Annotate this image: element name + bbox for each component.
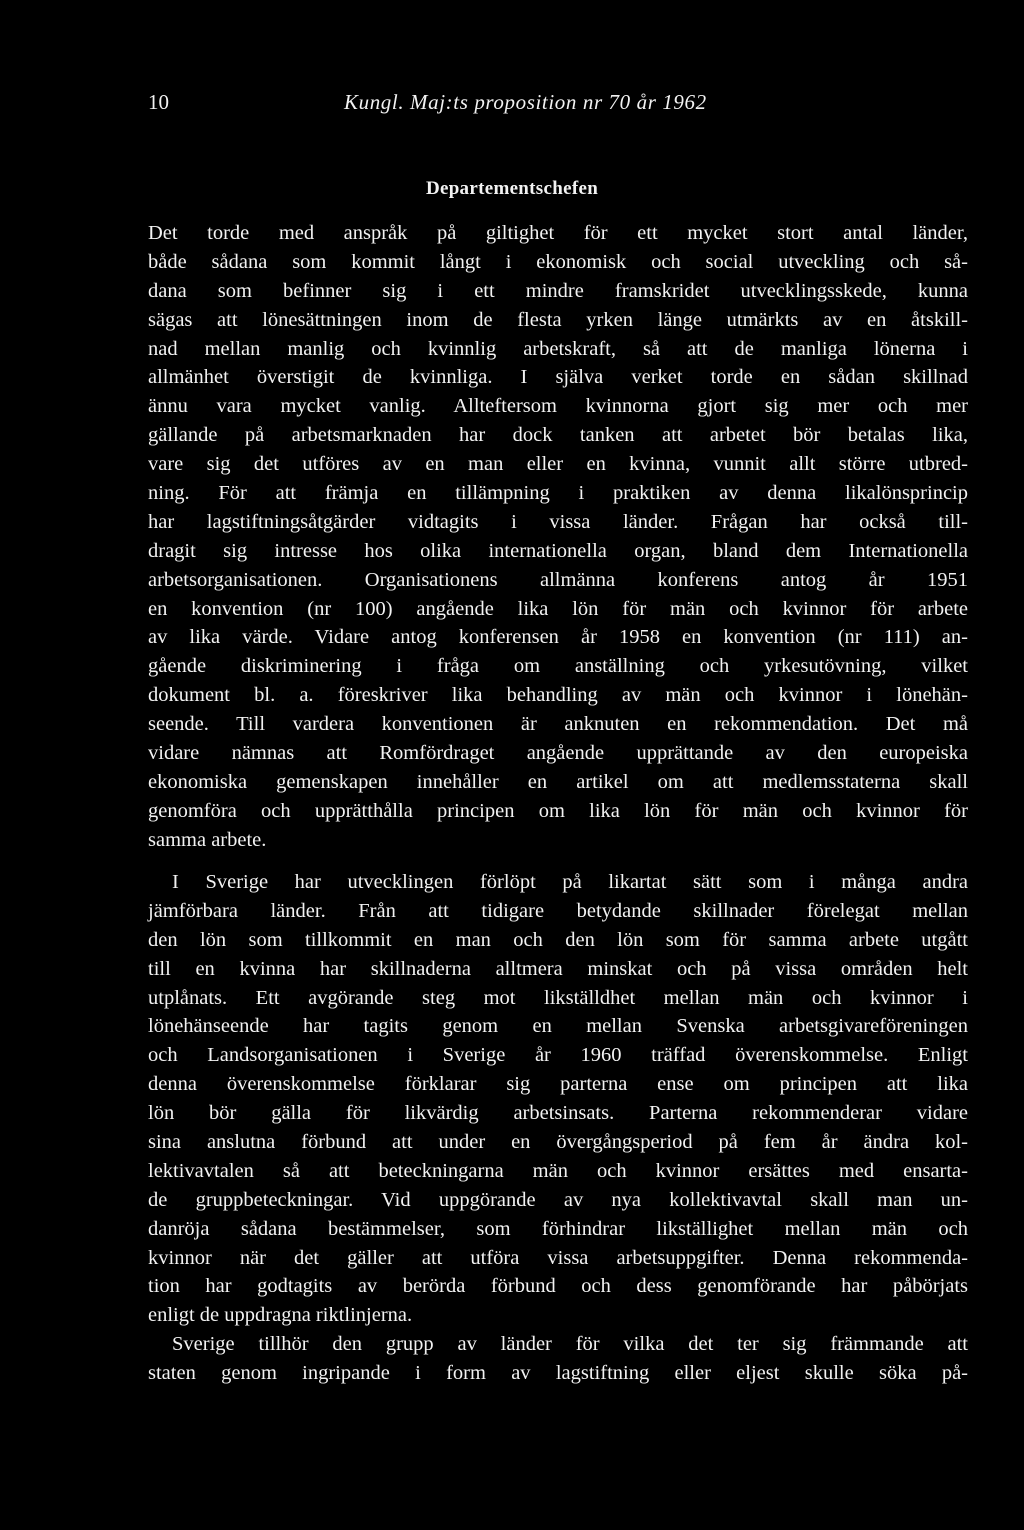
paragraph-line: Sverige tillhör den grupp av länder för vilka det ter sig främmande att (172, 1333, 968, 1355)
paragraph-line: dragit sig intresse hos olika internationella organ, bland dem Internationella (148, 539, 968, 562)
paragraph-line: ning. För att främja en tillämpning i praktiken av denna likalönsprincip (148, 482, 968, 505)
paragraph-line: de gruppbeteckningar. Vid uppgörande av nya kollektivavtal skall man un- (148, 1188, 968, 1211)
paragraph-3 (148, 1330, 968, 1388)
paragraph-line: vidare nämnas att Romfördraget angående upprättande av den europeiska (148, 742, 968, 765)
paragraph-line: dokument bl. a. föreskriver lika behandling av män och kvinnor i lönehän- (148, 684, 968, 707)
paragraph-line: lön bör gälla för likvärdig arbetsinsats. Parterna rekommenderar vidare (148, 1102, 968, 1125)
paragraph-line: enligt de uppdragna riktlinjerna. (148, 1304, 413, 1327)
paragraph-line: gående diskriminering i fråga om anställning och yrkesutövning, vilket (148, 655, 968, 678)
paragraph-line: denna överenskommelse förklarar sig parterna ense om principen att lika (148, 1073, 968, 1096)
section-heading: Departementschefen (425, 178, 599, 199)
paragraph-line: ekonomiska gemenskapen innehåller en artikel om att medlemsstaterna skall (148, 770, 968, 793)
paragraph-1 (148, 219, 968, 855)
paragraph-line: genomföra och upprätthålla principen om lika lön för män och kvinnor för (148, 799, 968, 822)
paragraph-line: ännu vara mycket vanlig. Allteftersom kvinnorna gjort sig mer och mer (148, 395, 968, 418)
running-head (148, 86, 938, 118)
paragraph-line: dana som befinner sig i ett mindre framskridet utvecklingsskede, kunna (148, 279, 968, 302)
paragraph-line: och Landsorganisationen i Sverige år 1960 träffad överenskommelse. Enligt (148, 1044, 968, 1067)
paragraph-line: staten genom ingripande i form av lagstiftning eller eljest skulle söka på- (148, 1361, 968, 1384)
paragraph-line: nad mellan manlig och kvinnlig arbetskraft, så att de manliga lönerna i (148, 337, 968, 360)
paragraph-line: utplånats. Ett avgörande steg mot likställdhet mellan män och kvinnor i (148, 986, 968, 1009)
running-title: Kungl. Maj:ts proposition nr 70 år 1962 (344, 90, 707, 114)
paragraph-line: sägas att lönesättningen inom de flesta yrken länge utmärkts av en åtskill- (148, 308, 968, 331)
paragraph-line: en konvention (nr 100) angående lika lön för män och kvinnor för arbete (148, 597, 968, 620)
paragraph-line: danröja sådana bestämmelser, som förhindrar likställighet mellan män och (148, 1217, 968, 1240)
paragraph-line: allmänhet överstigit de kvinnliga. I själva verket torde en sådan skillnad (148, 366, 968, 389)
paragraph-line: seende. Till vardera konventionen är anknuten en rekommendation. Det må (148, 713, 968, 736)
paragraph-line: sina anslutna förbund att under en övergångsperiod på fem år ändra kol- (148, 1131, 968, 1154)
paragraph-line: jämförbara länder. Från att tidigare betydande skillnader förelegat mellan (148, 899, 968, 922)
page-number: 10 (148, 90, 169, 114)
paragraph-line: vare sig det utföres av en man eller en kvinna, vunnit allt större utbred- (148, 453, 968, 476)
paragraph-line: Det torde med anspråk på giltighet för ett mycket stort antal länder, (148, 222, 968, 244)
paragraph-line: till en kvinna har skillnaderna alltmera minskat och på vissa områden helt (148, 957, 968, 980)
paragraph-line: lektivavtalen så att beteckningarna män och kvinnor ersättes med ensarta- (148, 1159, 968, 1182)
paragraph-line: av lika värde. Vidare antog konferensen år 1958 en konvention (nr 111) an- (148, 626, 968, 649)
paragraph-line: har lagstiftningsåtgärder vidtagits i vissa länder. Frågan har också till- (148, 510, 968, 533)
paragraph-line: kvinnor när det gäller att utföra vissa arbetsuppgifter. Denna rekommenda- (148, 1246, 968, 1269)
paragraph-line: lönehänseende har tagits genom en mellan Svenska arbetsgivareföreningen (148, 1015, 968, 1038)
paragraph-line: gällande på arbetsmarknaden har dock tanken att arbetet bör betalas lika, (148, 424, 968, 447)
paragraph-line: både sådana som kommit långt i ekonomisk och social utveckling och så- (148, 250, 968, 273)
paragraph-line: I Sverige har utvecklingen förlöpt på likartat sätt som i många andra (172, 871, 968, 893)
paragraph-line: tion har godtagits av berörda förbund och dess genomförande har påbörjats (148, 1275, 968, 1298)
paragraph-line: arbetsorganisationen. Organisationens allmänna konferens antog år 1951 (148, 568, 968, 591)
paragraph-line: samma arbete. (148, 828, 267, 851)
paragraph-2 (148, 868, 968, 1330)
paragraph-line: den lön som tillkommit en man och den lön som för samma arbete utgått (148, 928, 968, 951)
